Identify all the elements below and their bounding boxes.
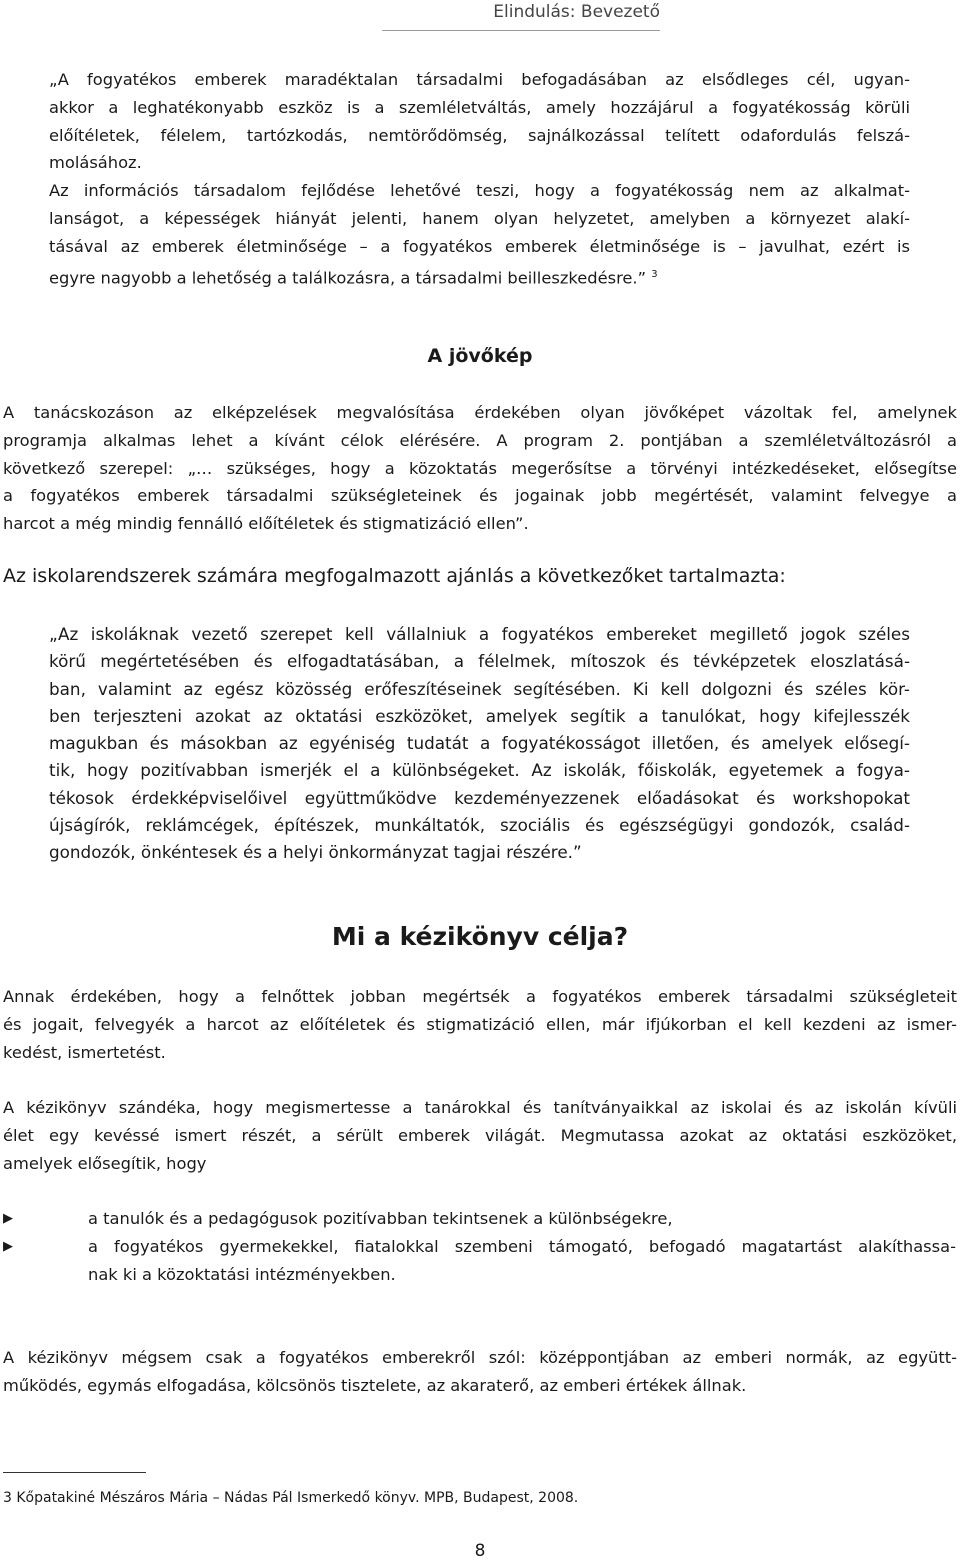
paragraph-line: kedést, ismertetést. [3,1042,166,1062]
quote1-line: tásával az emberek életminősége – a fogyatékos emberek életminősége is – javulhat, ezért is [49,236,910,256]
quote2-line: tékosok érdekképviselőivel együttműködve kezdeményezzenek előadásokat és workshopokat [49,787,910,808]
quote2-line: ban, valamint az egész közösség erőfeszítéseinek segítésében. Ki kell dolgozni és széles kör- [49,678,910,699]
paragraph-line: működés, egymás elfogadása, kölcsönös tisztelete, az akaraterő, az emberi értékek állnak. [3,1375,747,1395]
section-heading-cel: Mi a kézikönyv célja? [331,922,629,951]
footnote: 3 Kőpatakiné Mészáros Mária – Nádas Pál Ismerkedő könyv. MPB, Budapest, 2008. [3,1490,579,1506]
opening-quote [49,66,910,292]
paragraph-line: A kézikönyv szándéka, hogy megismertesse a tanárokkal és tanítványaikkal az iskolai és az iskolán kívüli [3,1098,957,1117]
triangle-bullet-icon: ▶ [3,1238,13,1254]
school-recommendation-quote [49,621,910,867]
quote2-line: tik, hogy pozitívabban ismerjék el a különbségeket. Az iskolák, főiskolák, egyetemek a fogya- [49,760,910,781]
header-divider [382,30,660,31]
quote1-line: molásához. [49,153,142,173]
paragraph-line: harcot a még mindig fennálló előítéletek és stigmatizáció ellen”. [3,514,529,534]
footnote-reference: 3 [651,268,658,280]
paragraph-line: a fogyatékos emberek társadalmi szükségleteinek és jogainak jobb megértését, valamint felvegye a [3,486,957,506]
quote2-line: körű megértetésében és elfogadtatásában, a félelmek, mítoszok és tévképzetek eloszlatásá- [49,651,910,672]
footnote-divider [3,1472,146,1473]
quote2-line: magukban és másokban az egyéniség tudatát a fogyatékosságot illetően, és amelyek elősegí- [49,733,910,754]
paragraph-line: élet egy kevéssé ismert részét, a sérült emberek világát. Megmutassa azokat az oktatási eszközöket, [3,1125,957,1145]
list-item-text: a fogyatékos gyermekekkel, fiatalokkal szembeni támogató, befogadó magatartást alakíthassa- [88,1236,956,1256]
school-recommendation-lead: Az iskolarendszerek számára megfogalmazott ajánlás a következőket tartalmazta: [3,565,786,587]
triangle-bullet-icon: ▶ [3,1211,13,1226]
quote1-line-text: egyre nagyobb a lehetőség a találkozásra, a társadalmi beilleszkedésre.” [49,268,647,287]
quote2-line: újságírók, reklámcégek, építészek, munkáltatók, szociális és egészségügyi gondozók, család- [49,815,910,836]
purpose-paragraph-3 [3,1344,957,1400]
jovokep-paragraph [3,399,957,538]
paragraph-line: Annak érdekében, hogy a felnőttek jobban megértsék a fogyatékos emberek társadalmi szükségleteit [3,987,957,1006]
quote2-line: „Az iskoláknak vezető szerepet kell vállalniuk a fogyatékos embereket megillető jogok széles [49,624,910,644]
list-item [0,1205,956,1233]
purpose-bullet-list [0,1205,960,1288]
list-item-text: nak ki a közoktatási intézményekben. [88,1264,396,1284]
page-number: 8 [474,1541,486,1561]
quote1-line: akkor a leghatékonyabb eszköz is a szemléletváltás, amely hozzájárul a fogyatékosság körüli [49,97,910,117]
paragraph-line: és jogait, felvegyék a harcot az előítéletek és stigmatizáció ellen, már ifjúkorban el kell kezdeni az ismer- [3,1014,957,1034]
list-item-text: a tanulók és a pedagógusok pozitívabban tekintsenek a különbségekre, [88,1209,673,1228]
quote1-line: Az információs társadalom fejlődése lehetővé teszi, hogy a fogyatékosság nem az alkalmat- [49,181,910,201]
purpose-paragraph-2 [3,1094,957,1177]
paragraph-line: amelyek elősegítik, hogy [3,1153,207,1173]
quote1-line: előítéletek, félelem, tartózkodás, nemtörődömség, sajnálkozással telített odafordulás felszá- [49,125,910,145]
quote2-line: ben terjeszteni azokat az oktatási eszközöket, amelyek segítik a tanulókat, hogy kifejlesszék [49,705,910,726]
quote1-line: „A fogyatékos emberek maradéktalan társadalmi befogadásában az elsődleges cél, ugyan- [49,70,910,89]
running-header: Elindulás: Bevezető [493,2,660,22]
section-heading-jovokep: A jövőkép [427,345,533,367]
quote1-line-last [49,261,910,292]
list-item [0,1233,956,1289]
purpose-paragraph-1 [3,983,957,1066]
paragraph-line: következő szerepel: „… szükséges, hogy a közoktatás megerősítse a törvényi intézkedéseket, elősegítse [3,458,957,478]
quote2-line: gondozók, önkéntesek és a helyi önkormányzat tagjai részére.” [49,842,582,863]
paragraph-line: programja alkalmas lehet a kívánt célok elérésére. A program 2. pontjában a szemléletváltozásról a [3,430,957,450]
quote1-line: lanságot, a képességek hiányát jelenti, hanem olyan helyzetet, amelyben a környezet alakí- [49,208,910,228]
paragraph-line: A tanácskozáson az elképzelések megvalósítása érdekében olyan jövőképet vázoltak fel, amelynek [3,403,957,422]
paragraph-line: A kézikönyv mégsem csak a fogyatékos emberekről szól: középpontjában az emberi normák, az együtt- [3,1348,957,1367]
